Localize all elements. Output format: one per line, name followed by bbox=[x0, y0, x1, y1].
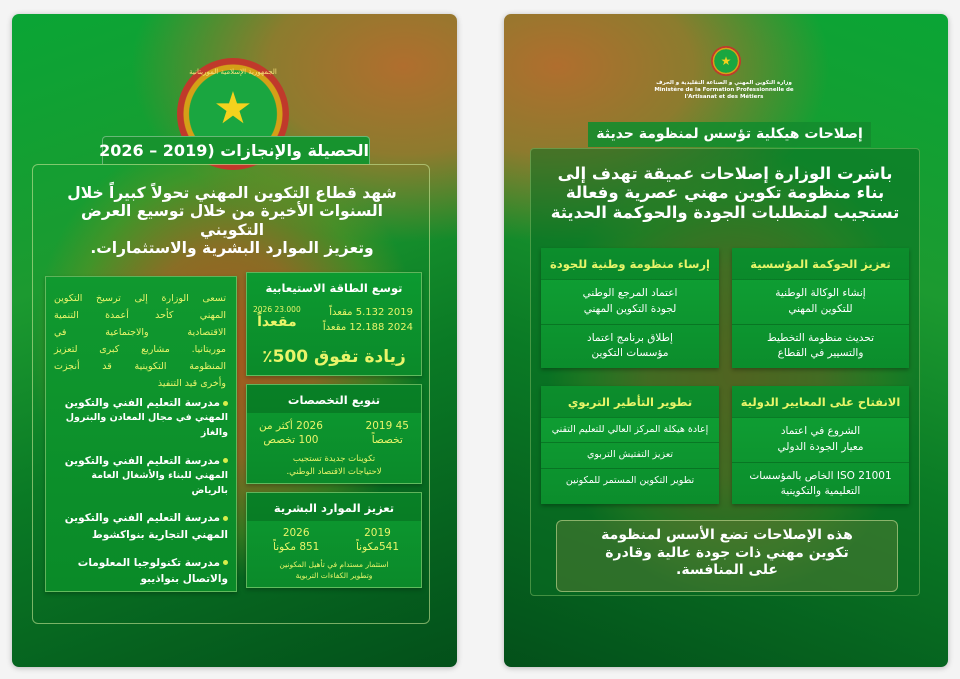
specialties-2026-unit: 100 تخصص bbox=[263, 434, 319, 447]
pillar-item: تطوير التكوين المستمر للمكونين bbox=[541, 468, 719, 493]
hr-2019-value: 541مكوناً bbox=[355, 540, 399, 553]
specialties-2019-unit: تخصصاً bbox=[371, 434, 403, 447]
capacity-increase: زيادة تفوق 500٪ bbox=[262, 347, 406, 367]
pillar-international-standards bbox=[732, 386, 909, 504]
pillar-title: تعزيز الحوكمة المؤسسية bbox=[732, 248, 909, 279]
capacity-card bbox=[246, 272, 422, 376]
capacity-title: توسع الطاقة الاستيعابية bbox=[265, 281, 403, 295]
specialties-note: تكوينات جديدة تستجيب bbox=[292, 454, 376, 464]
school-item: مدرسة التعليم الفني والتكوين المهني للبناء والأشغال العامة بالرياض bbox=[64, 454, 228, 496]
intro-line: باشرت الوزارة إصلاحات عميقة تهدف إلى bbox=[557, 164, 893, 183]
pillar-title: الانفتاح على المعايير الدولية bbox=[732, 386, 909, 417]
hr-2026-value: 851 مكوناً bbox=[273, 540, 320, 553]
intro-line: تستجيب لمتطلبات الجودة والحوكمة الحديثة bbox=[550, 202, 900, 222]
capacity-2026-target: 23.000 2026 bbox=[253, 305, 301, 314]
conclusion-line: هذه الإصلاحات تضع الأسس لمنظومة bbox=[601, 527, 853, 543]
pillar-quality bbox=[541, 248, 719, 368]
bullet-icon bbox=[223, 516, 228, 521]
pillar-title: إرساء منظومة وطنية للجودة bbox=[541, 248, 719, 279]
reforms-title-text: إصلاحات هيكلية تؤسس لمنظومة حديثة bbox=[596, 126, 863, 142]
specialties-title: تنويع التخصصات bbox=[247, 385, 421, 413]
strategy-card bbox=[45, 276, 237, 592]
reforms-panel bbox=[504, 14, 948, 667]
pillar-item: تحديث منظومة التخطيط والتسيير في القطاع bbox=[732, 324, 909, 369]
school-item: مدرسة التعليم الفني والتكوين المهني التجارية بنواكشوط bbox=[64, 512, 228, 541]
pillar-item: إنشاء الوكالة الوطنية للتكوين المهني bbox=[732, 279, 909, 324]
pillar-governance bbox=[732, 248, 909, 368]
hr-note: وتطوير الكفاءات التربوية bbox=[295, 571, 373, 581]
ministry-name-fr: Ministère de la Formation Professionnelle de bbox=[654, 86, 794, 93]
ministry-name-ar: وزارة التكوين المهني و الصناعة التقليدية و الحرف bbox=[656, 80, 792, 86]
specialties-card bbox=[246, 384, 422, 484]
conclusion-line: تكوين مهني ذات جودة عالية وقادرة bbox=[605, 544, 849, 561]
achievements-title bbox=[99, 136, 370, 164]
conclusion-line: على المنافسة. bbox=[676, 562, 778, 578]
bullet-icon bbox=[223, 458, 228, 463]
ministry-name-fr: l'Artisanat et des Métiers bbox=[684, 93, 764, 100]
pillar-item: إعادة هيكلة المركز العالي للتعليم التقني bbox=[541, 417, 719, 442]
capacity-2024: 2024 12.188 مقعداً bbox=[322, 322, 413, 333]
pillar-item: اعتماد المرجع الوطني لجودة التكوين المهني bbox=[541, 279, 719, 324]
strategy-line: المهني كأحد أعمدة التنمية bbox=[54, 309, 226, 321]
achievements-intro bbox=[47, 184, 417, 257]
strategy-line: المنظومة التكوينية قد أنجزت bbox=[54, 360, 226, 372]
capacity-2019: 2019 5.132 مقعداً bbox=[329, 307, 413, 318]
human-resources-card bbox=[246, 492, 422, 588]
pillar-item: تعزيز التفتيش التربوي bbox=[541, 442, 719, 467]
ministry-logo-icon bbox=[711, 46, 741, 76]
pillar-pedagogical-supervision bbox=[541, 386, 719, 504]
reforms-title bbox=[588, 122, 871, 147]
intro-line: وتعزيز الموارد البشرية والاستثمارات. bbox=[90, 238, 374, 257]
school-item: مدرسة تكنولوجيا المعلومات والاتصال بنواذيبو bbox=[77, 556, 228, 586]
strategy-line: الاقتصادية والاجتماعية في bbox=[54, 326, 226, 338]
specialties-2019: 45 2019 bbox=[365, 420, 409, 432]
ministry-name bbox=[644, 80, 804, 101]
strategy-line: موريتانيا. مشاريع كبرى لتعزيز bbox=[54, 343, 226, 355]
reforms-conclusion bbox=[556, 520, 898, 592]
star-icon: ★ bbox=[720, 54, 732, 68]
capacity-2026-unit: مقعداً bbox=[257, 314, 297, 330]
specialties-note: لاحتياجات الاقتصاد الوطني. bbox=[286, 466, 382, 477]
achievements-title-text: الحصيلة والإنجازات (2019 – 2026 bbox=[99, 141, 369, 160]
strategy-text bbox=[54, 291, 226, 392]
specialties-2026: 2026 أكثر من bbox=[259, 420, 323, 432]
pillar-item: إطلاق برنامج اعتماد مؤسسات التكوين bbox=[541, 324, 719, 369]
bullet-icon bbox=[223, 560, 228, 565]
achievements-panel bbox=[12, 14, 457, 667]
emblem-ring-text: الجمهورية الإسلامية الموريتانية bbox=[189, 68, 277, 76]
strategy-line: وأخرى قيد التنفيذ bbox=[157, 377, 226, 389]
star-icon: ★ bbox=[213, 83, 253, 134]
intro-line: بناء منظومة تكوين مهني عصرية وفعالة bbox=[565, 183, 885, 203]
intro-line: السنوات الأخيرة من خلال توسيع العرض التكويني bbox=[81, 202, 383, 239]
hr-2019-year: 2019 bbox=[364, 527, 391, 539]
pillar-item: الشروع في اعتماد معيار الجودة الدولي bbox=[732, 417, 909, 462]
intro-line: شهد قطاع التكوين المهني تحولاً كبيراً خلال bbox=[67, 184, 397, 202]
strategy-line: تسعى الوزارة إلى ترسيخ التكوين bbox=[54, 293, 226, 304]
human-resources-title: تعزيز الموارد البشرية bbox=[247, 493, 421, 521]
hr-note: استثمار مستدام في تأهيل المكونين bbox=[279, 560, 389, 569]
hr-2026-year: 2026 bbox=[282, 527, 310, 539]
pillar-item: ISO 21001 الخاص بالمؤسسات التعليمية والتكوينية bbox=[732, 462, 909, 507]
reforms-intro bbox=[534, 164, 916, 222]
pillar-title: تطوير التأطير التربوي bbox=[541, 386, 719, 417]
bullet-icon bbox=[223, 401, 228, 406]
schools-list bbox=[52, 395, 228, 599]
school-item: مدرسة التعليم الفني والتكوين المهني في مجال المعادن والبترول والغاز bbox=[64, 397, 228, 438]
